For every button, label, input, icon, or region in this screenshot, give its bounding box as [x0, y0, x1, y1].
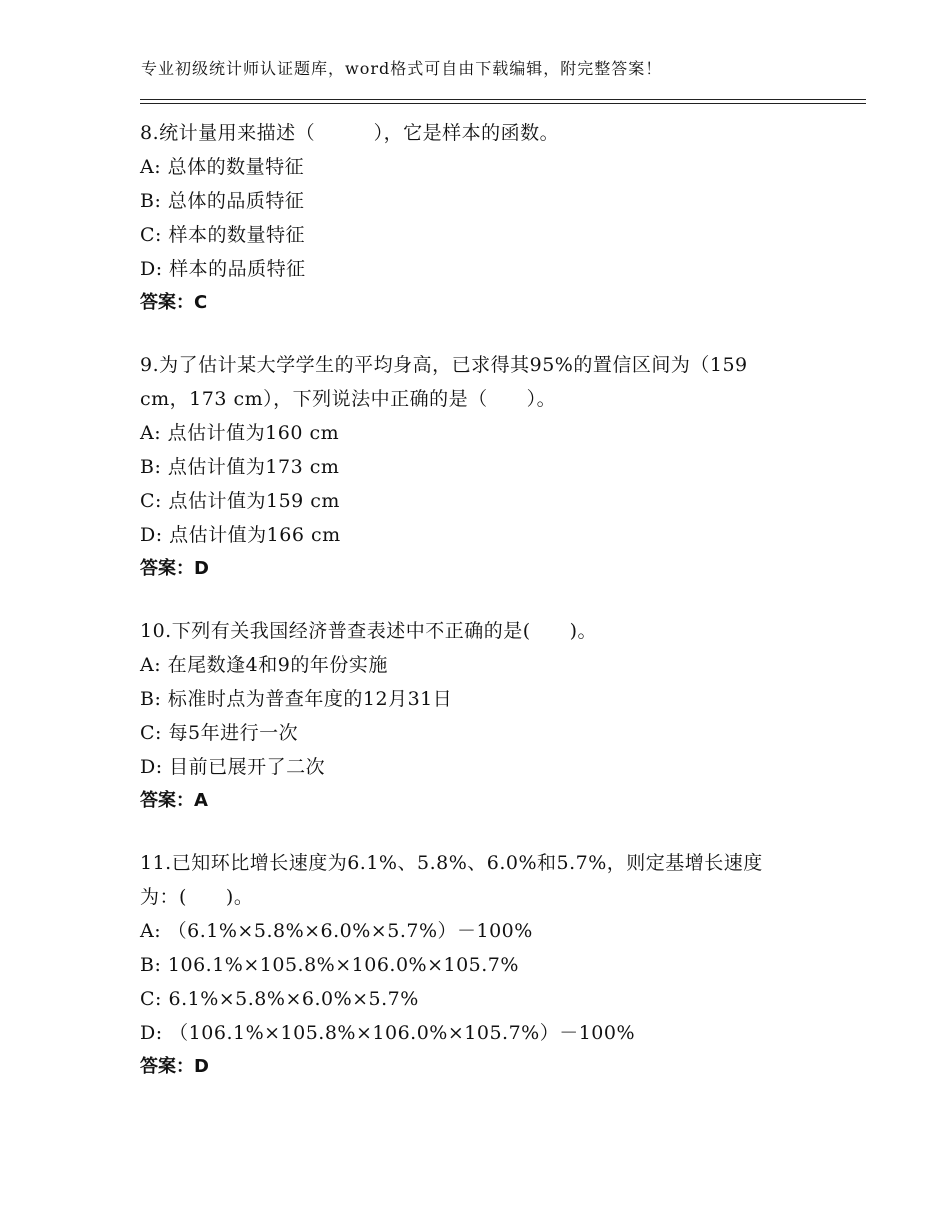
question-9: [140, 348, 810, 586]
option-b: B: 总体的品质特征: [140, 190, 305, 212]
option-d: D: 目前已展开了二次: [140, 756, 326, 778]
option-a: A: 点估计值为160 cm: [140, 422, 340, 444]
question-8: [140, 116, 810, 320]
question-11: [140, 846, 810, 1084]
answer-label: 答案：C: [140, 292, 208, 313]
option-d: D: （106.1%×105.8%×106.0%×105.7%）－100%: [140, 1022, 636, 1044]
page-header: 专业初级统计师认证题库，word格式可自由下载编辑，附完整答案！: [141, 59, 663, 78]
question-list: [140, 116, 810, 1112]
question-10: [140, 614, 810, 818]
option-c: C: 点估计值为159 cm: [140, 490, 340, 512]
option-a: A: 在尾数逢4和9的年份实施: [140, 654, 388, 676]
header-divider-bottom: [140, 103, 866, 104]
question-stem: 9.为了估计某大学学生的平均身高，已求得其95%的置信区间为（159: [140, 354, 748, 376]
option-c: C: 样本的数量特征: [140, 224, 305, 246]
question-stem: 10.下列有关我国经济普查表述中不正确的是( )。: [140, 620, 598, 642]
option-d: D: 点估计值为166 cm: [140, 524, 341, 546]
header-divider-top: [140, 99, 866, 100]
option-b: B: 106.1%×105.8%×106.0%×105.7%: [140, 954, 519, 976]
question-stem-continued: 为：( )。: [140, 886, 254, 908]
option-b: B: 点估计值为173 cm: [140, 456, 340, 478]
option-c: C: 6.1%×5.8%×6.0%×5.7%: [140, 988, 419, 1010]
option-a: A: （6.1%×5.8%×6.0%×5.7%）－100%: [140, 920, 533, 942]
answer-label: 答案：D: [140, 1056, 209, 1077]
answer-label: 答案：A: [140, 790, 208, 811]
option-d: D: 样本的品质特征: [140, 258, 306, 280]
question-stem-continued: cm，173 cm），下列说法中正确的是（ ）。: [140, 388, 557, 410]
option-c: C: 每5年进行一次: [140, 722, 299, 744]
answer-label: 答案：D: [140, 558, 209, 579]
question-stem: 11.已知环比增长速度为6.1%、5.8%、6.0%和5.7%，则定基增长速度: [140, 852, 763, 874]
question-stem: 8.统计量用来描述（ ），它是样本的函数。: [140, 122, 560, 144]
option-a: A: 总体的数量特征: [140, 156, 305, 178]
option-b: B: 标准时点为普查年度的12月31日: [140, 688, 453, 710]
